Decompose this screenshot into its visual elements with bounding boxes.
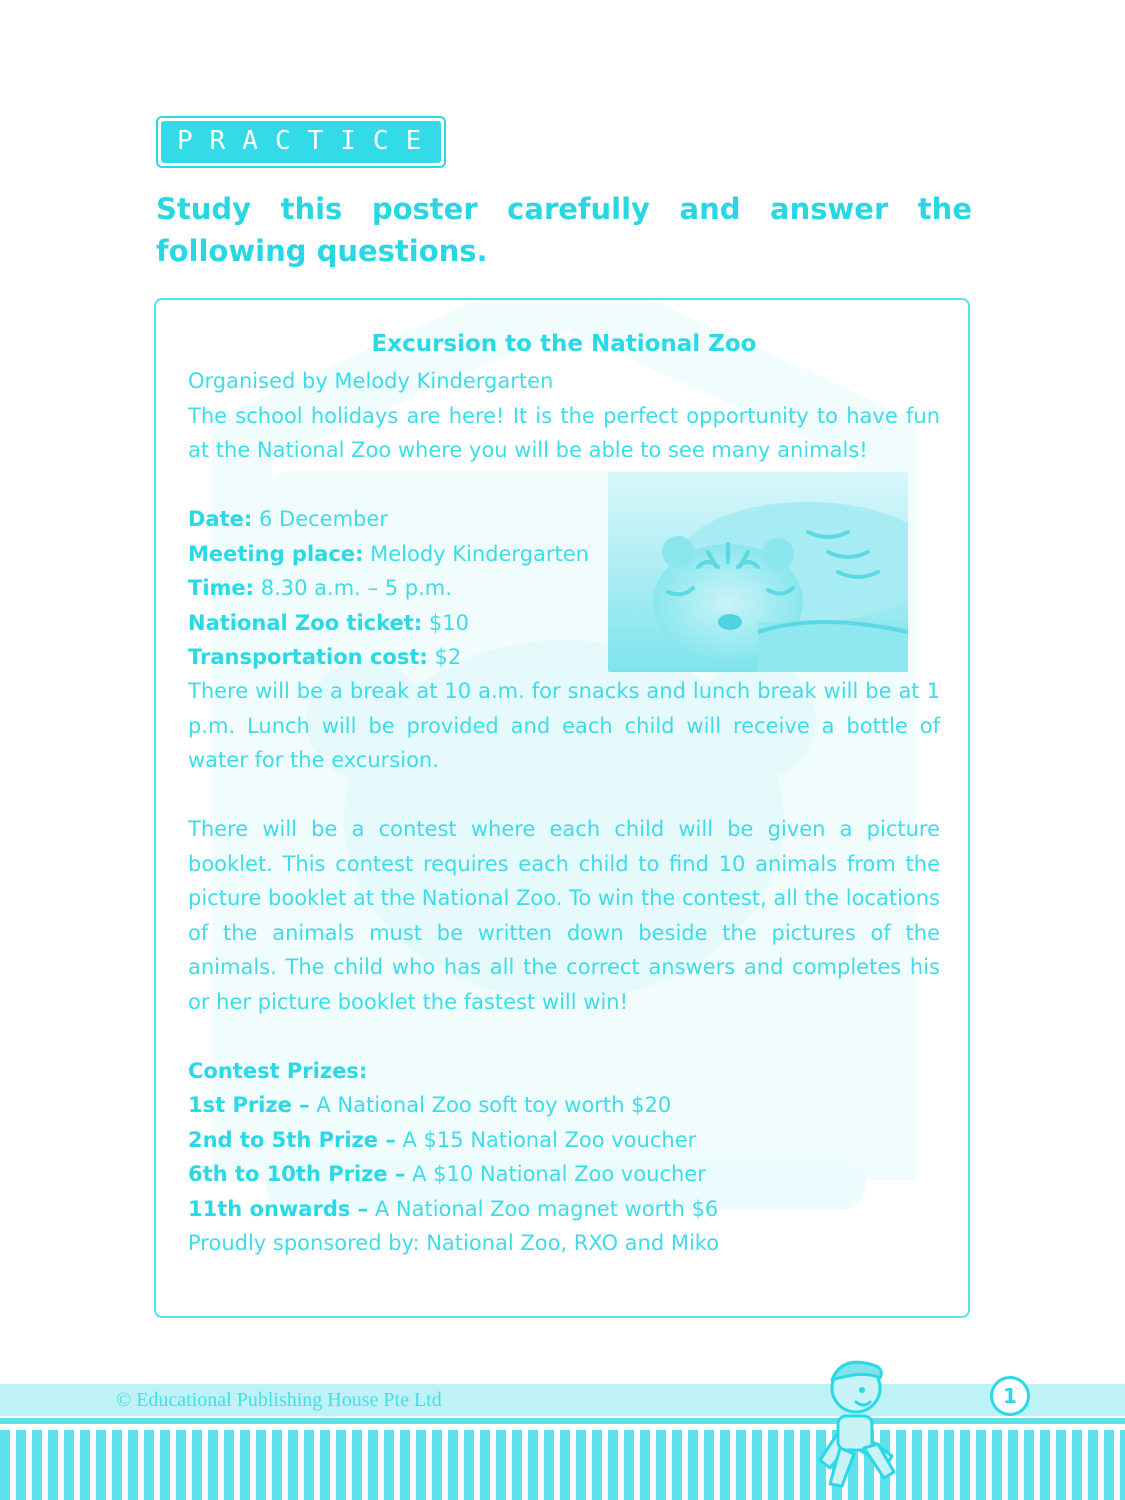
detail-label: Meeting place: [188, 541, 364, 566]
detail-value: 6 December [258, 507, 388, 531]
detail-label: National Zoo ticket: [188, 610, 423, 635]
detail-label: Time: [188, 576, 255, 600]
organiser-text: Organised by Melody Kindergarten [188, 369, 554, 393]
tiger-photo [608, 472, 908, 672]
prize-item [188, 1157, 940, 1192]
prize-item [188, 1088, 940, 1123]
prize-value: A National Zoo magnet worth $6 [374, 1196, 719, 1221]
prize-item [188, 1192, 940, 1227]
prizes-heading-text: Contest Prizes: [188, 1058, 368, 1083]
sponsors-text: Proudly sponsored by: National Zoo, RXO and Miko [188, 1231, 720, 1255]
detail-value: Melody Kindergarten [370, 541, 589, 566]
break-info-text: There will be a break at 10 a.m. for snacks and lunch break will be at 1 p.m. Lunch will be provided and each child will receive a bottle of water for the excursion. [188, 679, 940, 772]
boy-mascot-icon [800, 1350, 920, 1500]
prize-value: A National Zoo soft toy worth $20 [316, 1093, 672, 1117]
prize-item [188, 1123, 940, 1158]
practice-badge [156, 116, 504, 168]
poster-content [188, 324, 940, 1261]
footer-line [0, 1418, 1125, 1424]
prize-label: 2nd to 5th Prize – [188, 1127, 396, 1152]
detail-value: $2 [434, 645, 462, 669]
prize-value: A $15 National Zoo voucher [402, 1127, 697, 1152]
excursion-details [188, 502, 940, 674]
contest-info-text: There will be a contest where each child will be given a picture booklet. This contest requires each child to find 10 animals from the picture booklet at the National Zoo. To win the contest, all the locations of the animals must be written down beside the pictures of the animals. The child who has all the correct answers and completes his or her picture booklet the fastest will win! [188, 817, 940, 1014]
prize-value: A $10 National Zoo voucher [412, 1162, 706, 1186]
prize-label: 1st Prize – [188, 1093, 310, 1117]
detail-value: 8.30 a.m. – 5 p.m. [260, 576, 452, 600]
practice-label: PRACTICE 1 [161, 121, 441, 163]
page-number: 1 [990, 1376, 1030, 1416]
intro-text: The school holidays are here! It is the perfect opportunity to have fun at the National Zoo where you will be able to see many animals! [188, 403, 940, 462]
instruction-text: Study this poster carefully and answer the following questions. [156, 192, 972, 268]
detail-value: $10 [428, 610, 469, 635]
zoo-poster [154, 298, 970, 1318]
prize-label: 6th to 10th Prize – [188, 1162, 406, 1186]
prizes-heading [188, 1054, 940, 1089]
poster-title: Excursion to the National Zoo [371, 331, 757, 357]
prize-label: 11th onwards – [188, 1196, 369, 1221]
detail-label: Transportation cost: [188, 645, 428, 669]
copyright-text: © Educational Publishing House Pte Ltd [116, 1389, 442, 1411]
detail-label: Date: [188, 507, 253, 531]
footer-stripes [0, 1430, 1125, 1500]
